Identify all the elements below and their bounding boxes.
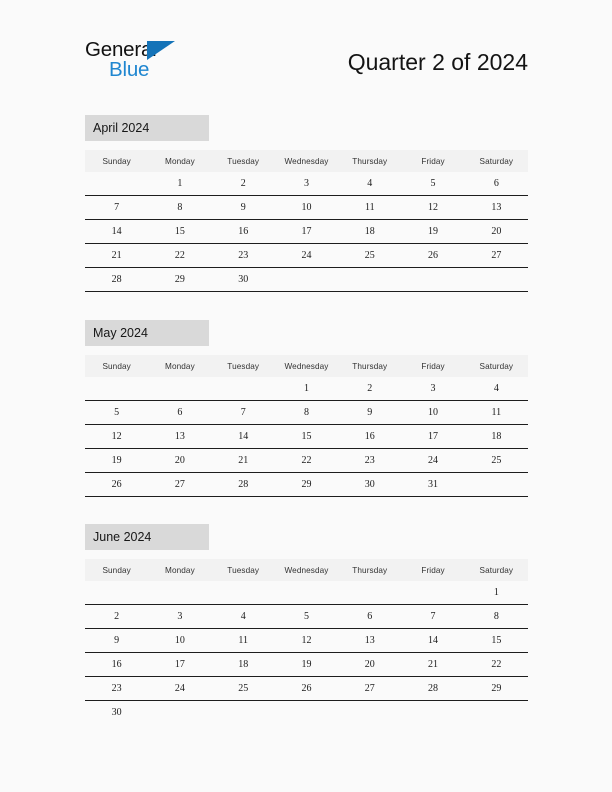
week-row [85,581,528,605]
day-cell[interactable]: 14 [85,220,148,244]
day-cell-empty [401,581,464,605]
day-cell[interactable]: 19 [85,449,148,473]
weekday-header-friday: Friday [401,355,464,377]
page-title: Quarter 2 of 2024 [347,49,528,75]
week-row [85,268,528,292]
day-cell[interactable]: 26 [85,473,148,497]
day-cell[interactable]: 7 [85,196,148,220]
day-cell[interactable]: 12 [85,425,148,449]
day-cell[interactable]: 22 [275,449,338,473]
day-cell[interactable]: 30 [212,268,275,292]
day-cell[interactable]: 8 [148,196,211,220]
calendar-table-april-wrap [85,150,528,292]
weekday-header-tuesday: Tuesday [212,355,275,377]
day-cell[interactable]: 27 [465,244,528,268]
day-cell-empty [212,701,275,725]
day-cell[interactable]: 30 [111,707,122,718]
day-cell[interactable]: 15 [148,220,211,244]
day-cell[interactable]: 29 [465,677,528,701]
weekday-header-friday: Friday [401,559,464,581]
weekday-header-row [85,559,528,581]
day-cell-empty [148,581,211,605]
general-blue-logo [85,38,193,84]
logo-word-general: General [85,38,157,61]
weekday-header-saturday: Saturday [465,150,528,172]
day-cell[interactable]: 17 [148,653,211,677]
day-cell[interactable]: 5 [85,401,148,425]
weekday-header-saturday: Saturday [465,355,528,377]
day-cell-empty [401,701,464,725]
weekday-header-sunday: Sunday [85,559,148,581]
day-cell[interactable]: 19 [275,653,338,677]
day-cell[interactable]: 21 [401,653,464,677]
day-cell[interactable]: 6 [148,401,211,425]
day-cell[interactable]: 3 [401,377,464,401]
day-cell[interactable]: 22 [148,244,211,268]
day-cell[interactable]: 24 [148,677,211,701]
day-cell[interactable]: 13 [148,425,211,449]
day-cell[interactable]: 18 [465,425,528,449]
day-cell[interactable]: 16 [212,220,275,244]
day-cell-empty [338,581,401,605]
logo-word-blue: Blue [109,58,150,81]
weekday-header-wednesday: Wednesday [275,150,338,172]
day-cell[interactable]: 3 [148,605,211,629]
day-cell[interactable]: 9 [212,196,275,220]
day-cell[interactable]: 25 [338,244,401,268]
weekday-header-row [85,355,528,377]
week-row [85,244,528,268]
weekday-header-monday: Monday [148,559,211,581]
day-cell[interactable]: 26 [401,244,464,268]
calendar-table-april [85,150,528,292]
day-cell[interactable]: 1 [465,581,528,605]
calendar-table-may [85,355,528,497]
day-cell[interactable]: 23 [85,677,148,701]
day-cell[interactable]: 20 [338,653,401,677]
day-cell[interactable]: 15 [465,629,528,653]
weekday-header-saturday: Saturday [465,559,528,581]
week-row [85,425,528,449]
week-row [85,449,528,473]
month-title-april: April 2024 [85,115,209,141]
month-title-may: May 2024 [85,320,209,346]
calendar-table-may-wrap [85,355,528,497]
day-cell[interactable]: 7 [212,401,275,425]
day-cell[interactable]: 27 [338,677,401,701]
day-cell[interactable]: 28 [401,677,464,701]
day-cell[interactable]: 17 [401,425,464,449]
day-cell[interactable]: 30 [338,473,401,497]
day-cell[interactable]: 8 [465,605,528,629]
day-cell[interactable]: 4 [465,377,528,401]
weekday-header-row [85,150,528,172]
day-cell-empty [85,377,148,401]
weekday-header-friday: Friday [401,150,464,172]
day-cell[interactable]: 25 [212,677,275,701]
day-cell-empty [212,377,275,401]
day-cell[interactable]: 6 [465,172,528,196]
week-row [85,196,528,220]
week-row [85,377,528,401]
week-row [85,401,528,425]
week-row [85,220,528,244]
day-cell-empty [465,701,528,725]
weekday-header-tuesday: Tuesday [212,150,275,172]
day-cell[interactable]: 24 [275,244,338,268]
page-header [85,38,528,96]
day-cell[interactable]: 23 [212,244,275,268]
day-cell[interactable]: 1 [148,172,211,196]
day-cell[interactable]: 18 [212,653,275,677]
day-cell[interactable]: 11 [212,629,275,653]
triangle-icon [147,41,175,60]
week-row [85,677,528,701]
day-cell[interactable]: 8 [275,401,338,425]
weekday-header-tuesday: Tuesday [212,559,275,581]
weekday-header-thursday: Thursday [338,559,401,581]
month-block-april [85,115,528,292]
day-cell[interactable]: 4 [338,172,401,196]
day-cell[interactable]: 22 [465,653,528,677]
day-cell[interactable]: 14 [401,629,464,653]
day-cell[interactable]: 13 [338,629,401,653]
day-cell[interactable]: 5 [275,605,338,629]
day-cell-empty [338,701,401,725]
day-cell[interactable]: 16 [85,653,148,677]
day-cell[interactable]: 24 [401,449,464,473]
week-row [85,653,528,677]
day-cell-empty [275,701,338,725]
day-cell[interactable]: 6 [338,605,401,629]
weekday-header-sunday: Sunday [85,150,148,172]
day-cell[interactable]: 25 [465,449,528,473]
day-cell[interactable]: 9 [338,401,401,425]
day-cell[interactable]: 2 [212,172,275,196]
day-cell-empty [338,268,401,292]
day-cell[interactable]: 2 [85,605,148,629]
day-cell[interactable]: 10 [148,629,211,653]
day-cell[interactable]: 21 [85,244,148,268]
month-title-june: June 2024 [85,524,209,550]
day-cell[interactable]: 1 [275,377,338,401]
day-cell[interactable]: 12 [401,196,464,220]
day-cell[interactable]: 10 [401,401,464,425]
day-cell[interactable]: 23 [338,449,401,473]
day-cell[interactable]: 15 [275,425,338,449]
day-cell[interactable]: 11 [465,401,528,425]
day-cell[interactable]: 10 [275,196,338,220]
weekday-header-monday: Monday [148,355,211,377]
day-cell[interactable]: 29 [148,268,211,292]
calendar-table-june-wrap [85,559,528,724]
month-block-may [85,320,528,497]
week-row [85,605,528,629]
day-cell-empty [465,268,528,292]
week-row [85,473,528,497]
day-cell[interactable]: 17 [275,220,338,244]
day-cell-empty [148,701,211,725]
day-cell[interactable]: 21 [212,449,275,473]
day-cell[interactable]: 9 [85,629,148,653]
day-cell-empty [148,377,211,401]
day-cell[interactable]: 26 [275,677,338,701]
weekday-header-sunday: Sunday [85,355,148,377]
day-cell[interactable]: 13 [465,196,528,220]
day-cell[interactable]: 19 [401,220,464,244]
day-cell[interactable]: 27 [148,473,211,497]
day-cell[interactable]: 29 [275,473,338,497]
week-row [85,701,528,725]
day-cell[interactable]: 12 [275,629,338,653]
weekday-header-wednesday: Wednesday [275,355,338,377]
weekday-header-thursday: Thursday [338,355,401,377]
day-cell-empty [212,581,275,605]
day-cell[interactable]: 7 [401,605,464,629]
day-cell[interactable]: 20 [148,449,211,473]
day-cell[interactable]: 18 [338,220,401,244]
day-cell-empty [465,473,528,497]
day-cell[interactable]: 31 [401,473,464,497]
calendar-table-june [85,559,528,724]
day-cell-empty [85,172,148,196]
day-cell[interactable]: 5 [401,172,464,196]
weekday-header-monday: Monday [148,150,211,172]
day-cell[interactable]: 16 [338,425,401,449]
week-row [85,172,528,196]
day-cell-empty [275,581,338,605]
week-row [85,629,528,653]
day-cell[interactable]: 11 [338,196,401,220]
weekday-header-wednesday: Wednesday [275,559,338,581]
day-cell-empty [275,268,338,292]
day-cell[interactable]: 20 [465,220,528,244]
day-cell-empty [401,268,464,292]
day-cell[interactable]: 4 [212,605,275,629]
day-cell[interactable]: 3 [275,172,338,196]
month-block-june [85,524,528,724]
day-cell[interactable]: 2 [338,377,401,401]
day-cell[interactable]: 28 [85,268,148,292]
weekday-header-thursday: Thursday [338,150,401,172]
day-cell[interactable]: 28 [212,473,275,497]
day-cell-empty [85,581,148,605]
day-cell[interactable]: 14 [212,425,275,449]
